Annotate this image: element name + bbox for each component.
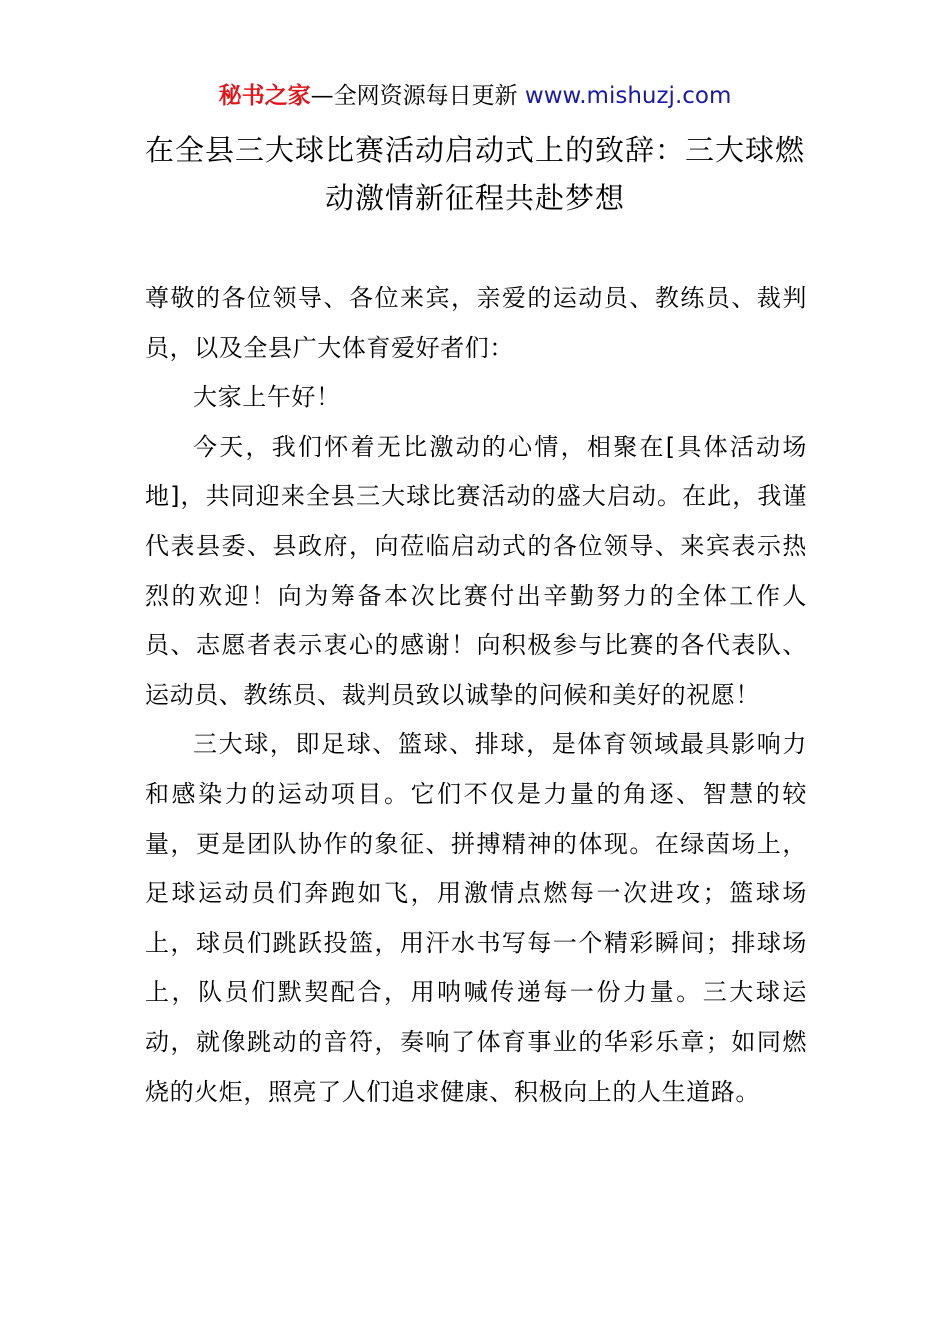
greeting-paragraph: 大家上午好！ xyxy=(193,383,341,412)
document-title: 在全县三大球比赛活动启动式上的致辞：三大球燃动激情新征程共赴梦想 xyxy=(145,133,806,215)
welcome-paragraph: 今天，我们怀着无比激动的心情，相聚在[具体活动场地]，共同迎来全县三大球比赛活动的盛大启动。在此，我谨代表县委、县政府，向莅临启动式的各位领导、来宾表示热烈的欢迎！向为筹备本次比赛付出辛勤努力的全体工作人员、志愿者表示衷心的感谢！向积极参与比赛的各代表队、运动员、教练员、裁判员致以诚挚的问候和美好的祝愿！ xyxy=(145,432,807,709)
header-tagline: —全网资源每日更新 xyxy=(310,83,518,109)
salutation-paragraph: 尊敬的各位领导、各位来宾，亲爱的运动员、教练员、裁判员，以及全县广大体育爱好者们： xyxy=(145,284,807,362)
site-header xyxy=(0,80,950,112)
document-body xyxy=(145,274,807,1117)
site-url-link[interactable]: www.mishuzj.com xyxy=(524,83,732,109)
three-balls-paragraph: 三大球，即足球、篮球、排球，是体育领域最具影响力和感染力的运动项目。它们不仅是力量的角逐、智慧的较量，更是团队协作的象征、拼搏精神的体现。在绿茵场上，足球运动员们奔跑如飞，用激情点燃每一次进攻；篮球场上，球员们跳跃投篮，用汗水书写每一个精彩瞬间；排球场上，队员们默契配合，用呐喊传递每一份力量。三大球运动，就像跳动的音符，奏响了体育事业的华彩乐章；如同燃烧的火炬，照亮了人们追求健康、积极向上的人生道路。 xyxy=(145,730,807,1106)
brand-name: 秘书之家 xyxy=(218,83,311,109)
